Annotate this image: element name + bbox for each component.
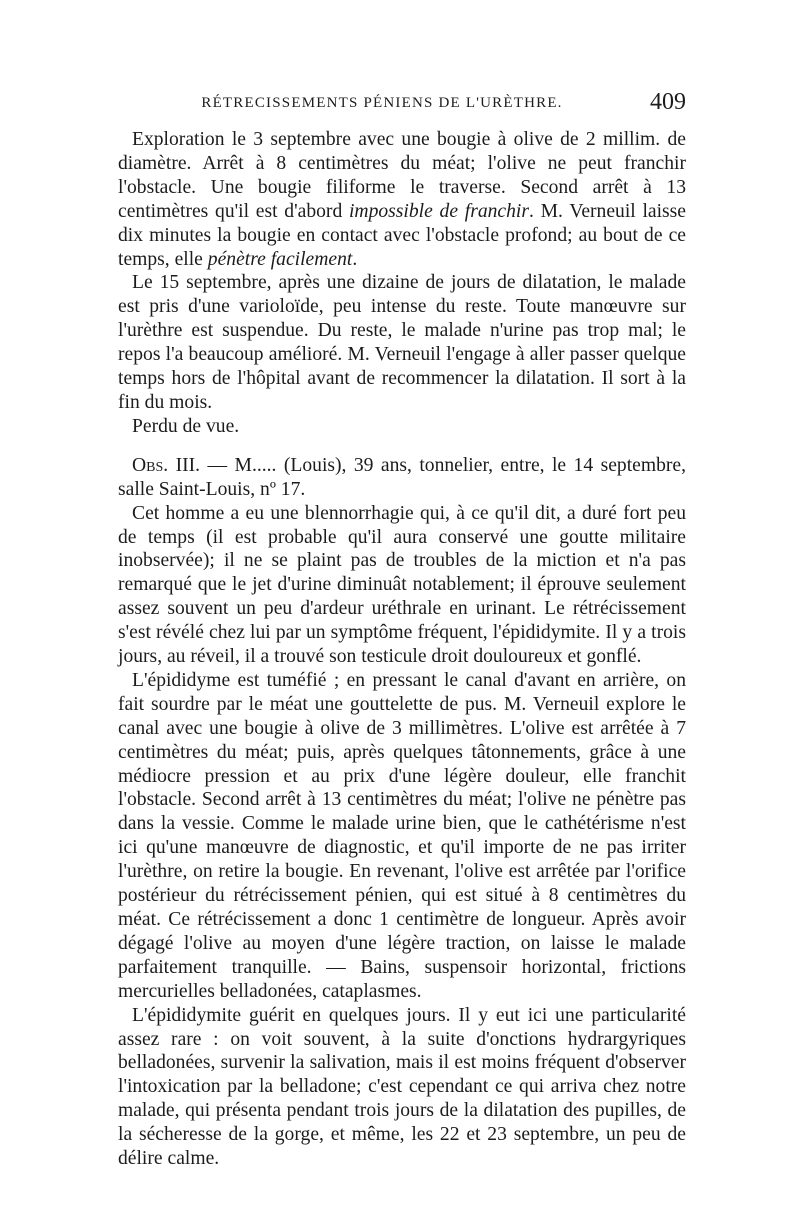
- page-number: 409: [650, 89, 686, 115]
- text-run: Le 15 septembre, après une dizaine de jours de dilatation, le malade est pris d'une varioloïde, peu intense du reste. Toute manœuvre sur l'urèthre est suspendue. Du reste, le malade n'urine pas trop mal; le repos l'a beaucoup amélioré. M. Verneuil l'engage à aller passer quelque temps hors de l'hôpital avant de recommencer la dilatation. Il sort à la fin du mois.: [118, 272, 686, 413]
- body-text: [118, 128, 686, 1171]
- italic-run: impossible de franchir: [348, 200, 529, 222]
- text-run: Perdu de vue.: [132, 415, 240, 437]
- text-run: L'épididyme est tuméfié ; en pressant le canal d'avant en arrière, on fait sourdre par le méat une gouttelette de pus. M. Verneuil explore le canal avec une bougie à olive de 3 millimètres. L'olive est arrêtée à 7 centimètres du méat; puis, après quelques tâtonnements, grâce à une médiocre pression et au prix d'une légère douleur, elle franchit l'obstacle. Second arrêt à 13 centimètres du méat; l'olive ne pénètre pas dans la vessie. Comme le malade urine bien, que le cathétérisme n'est ici qu'une manœuvre de diagnostic, et qu'il importe de ne pas irriter l'urèthre, on retire la bougie. En revenant, l'olive est arrêtée par l'orifice postérieur du rétrécissement pénien, qui est situé à 8 centimètres du méat. Ce rétrécissement a donc 1 centimètre de longueur. Après avoir dégagé l'olive au moyen d'une légère traction, on laisse le malade parfaitement tranquille. — Bains, suspensoir horizontal, frictions mercurielles belladonées, cataplasmes.: [118, 669, 686, 1002]
- running-title: RÉTRECISSEMENTS PÉNIENS DE L'URÈTHRE.: [201, 95, 563, 111]
- paragraph: [118, 415, 686, 439]
- obs-abbreviation: Obs: [132, 454, 164, 476]
- text-run: . M. Verneuil laisse dix minutes la bougie en contact avec l'obstacle profond; au bout de ce temps, elle: [118, 200, 686, 270]
- paragraph: [118, 669, 686, 1004]
- text-run: . III. — M..... (Louis), 39 ans, tonnelier, entre, le 14 septembre, salle Saint-Louis, nº 17.: [118, 454, 686, 500]
- text-run: L'épididymite guérit en quelques jours. Il y eut ici une particularité assez rare : on voit souvent, à la suite d'onctions hydrargyriques belladonées, survenir la salivation, mais il est moins fréquent d'observer l'intoxication par la belladone; c'est cependant ce qui arriva chez notre malade, qui présenta pendant trois jours de la dilatation des pupilles, de la sécheresse de la gorge, et même, les 22 et 23 septembre, un peu de délire calme.: [118, 1004, 686, 1170]
- observation-heading: [118, 454, 686, 502]
- paragraph: [118, 271, 686, 414]
- text-run: Cet homme a eu une blennorrhagie qui, à ce qu'il dit, a duré fort peu de temps (il est probable qu'il aura conservé une goutte militaire inobservée); il ne se plaint pas de troubles de la miction et n'a pas remarqué que le jet d'urine diminuât notablement; il éprouve seulement assez souvent un peu d'ardeur uréthrale en urinant. Le rétrécissement s'est révélé chez lui par un symptôme fréquent, l'épididymite. Il y a trois jours, au réveil, il a trouvé son testicule droit douloureux et gonflé.: [118, 502, 686, 668]
- text-run: Exploration le 3 septembre avec une bougie à olive de 2 millim. de diamètre. Arrêt à 8 centimètres du méat; l'olive ne peut franchir l'obstacle. Une bougie filiforme le traverse. Second arrêt à 13 centimètres qu'il est d'abord: [118, 129, 686, 222]
- paragraph: [118, 1004, 686, 1171]
- paragraph: [118, 502, 686, 669]
- text-run: .: [352, 248, 358, 270]
- italic-run: pénètre facilement: [207, 248, 353, 270]
- paragraph: [118, 128, 686, 271]
